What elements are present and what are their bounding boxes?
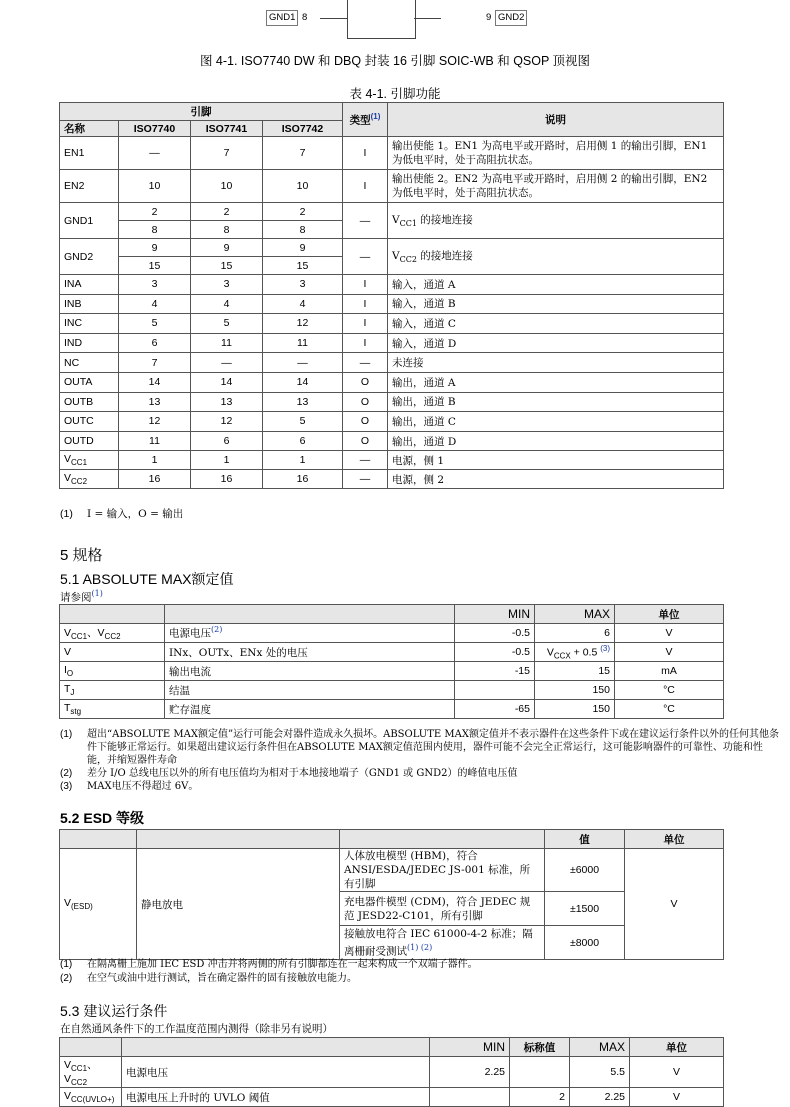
see-reference: 请参阅$^{(1)}$ [60,589,103,604]
condition: 接触放电符合 IEC 61000-4-2 标准；隔离栅耐受测试$^{(1) (2)}$ [340,926,545,960]
section-5-3-subtitle: 在自然通风条件下的工作温度范围内测得（除非另有说明） [60,1023,333,1035]
pin-number: 6 [263,431,343,451]
table-row [60,353,724,373]
unit: °C [615,681,724,700]
pin-name: INC [60,314,119,334]
pin-number: 8 [119,221,191,239]
footnote-link[interactable]: (1) (2) [407,942,433,952]
col-iso7741: ISO7741 [191,121,263,137]
pin-number: — [263,353,343,373]
symbol: $T_J$ [60,681,165,700]
pin-description: 输出，通道 C [388,412,724,432]
pin-number: 16 [263,470,343,489]
parameter: 电源电压上升时的 UVLO 阈值 [122,1088,430,1107]
max-value: 6 [535,624,615,643]
table-row [60,203,724,221]
pin-number: 4 [119,294,191,314]
pin-number: 3 [263,275,343,295]
pin-number: 6 [191,431,263,451]
max-value: 15 [535,662,615,681]
pin-type: — [343,203,388,239]
symbol: V [60,643,165,662]
pin-type: — [343,470,388,489]
package-outline [347,0,416,39]
pin-line-right [414,18,441,19]
pin-name: OUTC [60,412,119,432]
parameter: 结温 [165,681,455,700]
table-row [60,451,724,470]
parameter: 输出电流 [165,662,455,681]
footnote-link[interactable]: (2) [211,625,223,635]
pin-name: IND [60,333,119,353]
min-value: -15 [455,662,535,681]
pin-number: 13 [119,392,191,412]
symbol: $V_{CC1}$、$V_{CC2}$ [60,1057,122,1088]
footnote: (2) 差分 I/O 总线电压以外的所有电压值均为相对于本地接地端子（GND1 或 GND2）的峰值电压值 [60,768,518,779]
symbol: $I_O$ [60,662,165,681]
unit: V [625,849,724,960]
parameter: 电源电压$^{(2)}$ [165,624,455,643]
pin-name: OUTB [60,392,119,412]
pin-description: 输入，通道 D [388,333,724,353]
esd-value: ±1500 [545,892,625,926]
table-row [60,849,724,892]
pin-number: 16 [119,470,191,489]
pin-number: — [191,353,263,373]
footnote: (3) MAX电压不得超过 6V。 [60,781,199,792]
unit: V [630,1088,724,1107]
pin-name: EN1 [60,137,119,170]
col-unit: 单位 [625,830,724,849]
pin-name: $V_{CC1}$ [60,451,119,470]
pin-description: 输出，通道 A [388,372,724,392]
pin-type: O [343,392,388,412]
pin-name: OUTD [60,431,119,451]
section-5-3-title: 5.3 建议运行条件 [60,1003,168,1019]
col-min: MIN [455,605,535,624]
parameter: 贮存温度 [165,700,455,719]
unit: V [615,624,724,643]
parameter: 静电放电 [137,849,340,960]
pin-number: 7 [191,137,263,170]
condition: 充电器件模型 (CDM)，符合 JEDEC 规范 JESD22-C101，所有引脚 [340,892,545,926]
pin-number: 5 [263,412,343,432]
pin-type: — [343,353,388,373]
pin-name: $V_{CC2}$ [60,470,119,489]
table-row [60,643,724,662]
esd-value: ±8000 [545,926,625,960]
pin-number: 10 [191,170,263,203]
col-nom: 标称值 [510,1038,570,1057]
pin-number: 3 [119,275,191,295]
pin-number: 1 [119,451,191,470]
pin-name: GND2 [60,239,119,275]
pin-number: 6 [119,333,191,353]
col-unit: 单位 [630,1038,724,1057]
pin-type: — [343,451,388,470]
pin-number: 10 [119,170,191,203]
parameter: INx、OUTx、ENx 处的电压 [165,643,455,662]
symbol: $V_{(ESD)}$ [60,849,137,960]
esd-value: ±6000 [545,849,625,892]
pin-number: 14 [191,372,263,392]
pin-number: 11 [191,333,263,353]
pin-description: 输出，通道 D [388,431,724,451]
table-title: 表 4-1. 引脚功能 [349,87,441,101]
pin-number: 9 [263,239,343,257]
pin-type: I [343,170,388,203]
pin-type: — [343,239,388,275]
footnote: (1) 在隔离栅上施加 IEC ESD 冲击并将两侧的所有引脚都连在一起来构成一个双端子器件。 [60,959,478,970]
table-row [60,294,724,314]
col-iso7740: ISO7740 [119,121,191,137]
pin-description: 输入，通道 A [388,275,724,295]
pin-label-gnd1: GND1 [266,10,298,26]
recommended-conditions-table [59,1037,724,1107]
pin-number: 11 [119,431,191,451]
header-pin: 引脚 [60,103,343,121]
max-value: 2.25 [570,1088,630,1107]
table-row [60,624,724,643]
table-row [60,412,724,432]
pin-number: 1 [191,451,263,470]
pin-type: I [343,137,388,170]
pin-type: I [343,333,388,353]
min-value [430,1088,510,1107]
table-row [60,275,724,295]
pin-name: INB [60,294,119,314]
pin-number: 8 [263,221,343,239]
pin-number: 7 [263,137,343,170]
footnote-link[interactable]: (1) [91,589,103,598]
pin-number: 2 [119,203,191,221]
pin-description: 电源，侧 2 [388,470,724,489]
pin-description: 输入，通道 B [388,294,724,314]
pin-number: 4 [263,294,343,314]
col-max: MAX [535,605,615,624]
unit: V [615,643,724,662]
pin-number: 1 [263,451,343,470]
pin-name: NC [60,353,119,373]
pin-type: O [343,431,388,451]
section-5-title: 5 规格 [60,547,103,564]
pin-type: I [343,314,388,334]
min-value: -65 [455,700,535,719]
footnote-link[interactable]: (3) [600,643,610,653]
symbol: $V_{CC(UVLO+)}$ [60,1088,122,1107]
pin-number: 12 [191,412,263,432]
section-5-2-title: 5.2 ESD 等级 [60,810,145,826]
pin-number: 8 [191,221,263,239]
pin-function-table [59,102,724,489]
pin-description: 输入，通道 C [388,314,724,334]
table-row [60,1057,724,1088]
col-min: MIN [430,1038,510,1057]
parameter: 电源电压 [122,1057,430,1088]
table-row [60,662,724,681]
pin-number: 12 [119,412,191,432]
pin-description: $V_{CC2}$ 的接地连接 [388,239,724,275]
pin-name: INA [60,275,119,295]
pin-number: 15 [191,257,263,275]
esd-notes [60,958,782,986]
table-row [60,700,724,719]
pin-description: 输出，通道 B [388,392,724,412]
table-row [60,392,724,412]
pin-number: 4 [191,294,263,314]
pin-number: 13 [263,392,343,412]
footnote: (1) 超出“ABSOLUTE MAX额定值”运行可能会对器件造成永久损坏。ABSOLUTE MAX额定值并不表示器件在这些条件下或在建议运行条件以外的任何其他条件下能够正常运行。如果超出建议运行条件但在ABSOLUTE MAX额定值范围内使用，器件可能不会完全正常运行，这可能影响器件的可靠性、功能和性能，并缩短器件寿命 [60,729,779,766]
pin-number: 15 [119,257,191,275]
table-row [60,681,724,700]
pin-name: EN2 [60,170,119,203]
symbol: $T_{stg}$ [60,700,165,719]
pin-number: 14 [119,372,191,392]
nom-value: 2 [510,1088,570,1107]
pin-type: I [343,294,388,314]
unit: V [630,1057,724,1088]
pin-number: 10 [263,170,343,203]
pin-type: O [343,372,388,392]
symbol: $V_{CC1}$、$V_{CC2}$ [60,624,165,643]
pin-number-8: 8 [302,12,308,23]
pin-number: 11 [263,333,343,353]
table-row [60,1088,724,1107]
unit: °C [615,700,724,719]
pin-number: 5 [119,314,191,334]
max-value: $V_{CCX} + 0.5$ $^{(3)}$ [535,643,615,662]
section-5-1-title: 5.1 ABSOLUTE MAX额定值 [60,571,234,587]
min-value: 2.25 [430,1057,510,1088]
pin-number: 7 [119,353,191,373]
pin-number: 5 [191,314,263,334]
pin-number: 2 [191,203,263,221]
nom-value [510,1057,570,1088]
abs-max-table [59,604,724,719]
footnote: (2) 在空气或油中进行测试，旨在确定器件的固有接触放电能力。 [60,973,357,984]
condition: 人体放电模型 (HBM)，符合 ANSI/ESDA/JEDEC JS-001 标准，所有引脚 [340,849,545,892]
pin-line-left [320,18,347,19]
pin-description: 电源，侧 1 [388,451,724,470]
table-row [60,470,724,489]
esd-table [59,829,724,960]
min-value [455,681,535,700]
table-row [60,314,724,334]
table-row [60,170,724,203]
table-row [60,372,724,392]
pin-type: I [343,275,388,295]
pin-number: — [119,137,191,170]
table-row [60,239,724,257]
min-value: -0.5 [455,643,535,662]
pin-number-9: 9 [486,12,492,23]
col-max: MAX [570,1038,630,1057]
header-description: 说明 [388,103,724,137]
col-iso7742: ISO7742 [263,121,343,137]
footnote-link[interactable]: (1) [370,111,381,121]
pin-description: 输出使能 1。EN1 为高电平或开路时，启用侧 1 的输出引脚，EN1 为低电平时，处于高阻抗状态。 [388,137,724,170]
col-name: 名称 [60,121,119,137]
pin-description: 未连接 [388,353,724,373]
pin-table-footnote: (1) I = 输入，O = 输出 [60,508,184,520]
pin-name: OUTA [60,372,119,392]
pin-number: 9 [191,239,263,257]
table-row [60,333,724,353]
pin-number: 3 [191,275,263,295]
header-type: 类型$^{(1)}$ [343,103,388,137]
unit: mA [615,662,724,681]
pin-number: 15 [263,257,343,275]
min-value: -0.5 [455,624,535,643]
table-row [60,137,724,170]
pin-number: 12 [263,314,343,334]
pin-number: 14 [263,372,343,392]
pin-name: GND1 [60,203,119,239]
table-row [60,431,724,451]
pin-description: $V_{CC1}$ 的接地连接 [388,203,724,239]
pin-number: 16 [191,470,263,489]
max-value: 150 [535,681,615,700]
figure-caption: 图 4-1. ISO7740 DW 和 DBQ 封装 16 引脚 SOIC-WB 和 QSOP 顶视图 [199,54,591,68]
pin-description: 输出使能 2。EN2 为高电平或开路时，启用侧 2 的输出引脚，EN2 为低电平时，处于高阻抗状态。 [388,170,724,203]
pin-label-gnd2: GND2 [495,10,527,26]
pin-number: 2 [263,203,343,221]
col-value: 值 [545,830,625,849]
pin-type: O [343,412,388,432]
pin-number: 9 [119,239,191,257]
pin-number: 13 [191,392,263,412]
col-unit: 单位 [615,605,724,624]
abs-max-notes [60,728,782,793]
max-value: 150 [535,700,615,719]
max-value: 5.5 [570,1057,630,1088]
